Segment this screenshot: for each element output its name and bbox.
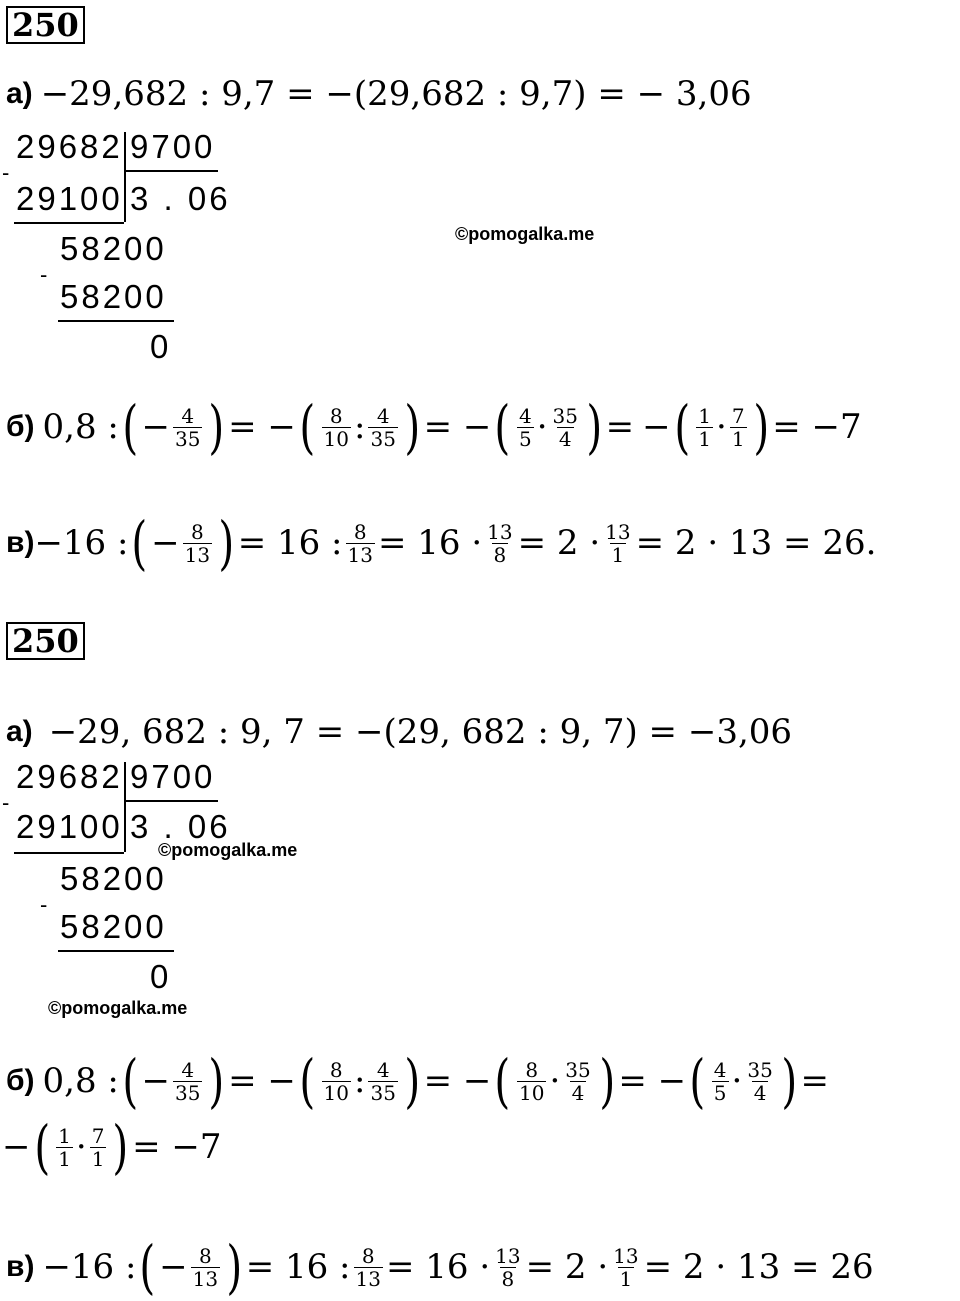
equals: = [800, 1061, 829, 1101]
minus-sign: - [40, 892, 51, 917]
result: = 2 · 13 = 26. [635, 523, 877, 563]
term: = 2 · [517, 523, 601, 563]
part-a-equation [6, 712, 792, 752]
right-paren: ) [218, 509, 235, 577]
part-v-equation [6, 1233, 874, 1301]
dot: · [716, 407, 727, 447]
final-remainder: 0 [150, 958, 172, 995]
part-b-equation-continued [2, 1113, 222, 1181]
term: = 16 : [237, 523, 343, 563]
fraction: $\frac{7}{1}$ [91, 1123, 105, 1171]
term: = 16 · [385, 1247, 491, 1287]
equals-minus: = − [228, 407, 296, 447]
dividend: 29682 [16, 128, 123, 165]
left-paren: ( [299, 1047, 316, 1115]
part-a-label: а) [6, 715, 33, 748]
equals-minus: = − [423, 1061, 492, 1101]
dot: · [75, 1127, 87, 1167]
task-number-badge: 250 [6, 622, 85, 660]
fraction: $\frac{13}{1}$ [605, 519, 631, 567]
dot: · [536, 407, 548, 447]
fraction: $\frac{4}{35}$ [370, 403, 396, 451]
fraction: $\frac{4}{35}$ [370, 1057, 396, 1105]
term: 0,8 : [42, 1061, 119, 1101]
minus-sign: - [2, 160, 13, 185]
colon: : [354, 1061, 366, 1101]
part-a-expression: −29, 682 : 9, 7 = −(29, 682 : 9, 7) = −3,06 [48, 712, 793, 752]
left-paren: ( [33, 1113, 50, 1181]
minus-sign: − [151, 523, 180, 563]
part-v-label: в) [6, 526, 35, 559]
term: = 2 · [525, 1247, 609, 1287]
subtrahend-1: 29100 [16, 180, 123, 217]
left-paren: ( [122, 393, 139, 461]
part-b-equation [6, 1047, 829, 1115]
minus-sign: − [141, 1061, 171, 1101]
right-paren: ) [586, 393, 603, 461]
part-a-expression: −29,682 : 9,7 = −(29,682 : 9,7) = − 3,06 [40, 74, 752, 114]
final-remainder: 0 [150, 328, 172, 365]
equals-minus: = − [228, 1061, 296, 1101]
dot: · [731, 1061, 743, 1101]
fraction: $\frac{8}{13}$ [192, 1243, 219, 1291]
fraction: $\frac{13}{1}$ [613, 1243, 639, 1291]
fraction: $\frac{8}{13}$ [184, 519, 211, 567]
part-b-label: б) [6, 1064, 35, 1097]
left-paren: ( [139, 1233, 156, 1301]
part-v-equation [6, 509, 877, 577]
right-paren: ) [404, 393, 421, 461]
term: = 16 · [377, 523, 483, 563]
remainder-1: 58200 [60, 860, 167, 897]
fraction: $\frac{8}{13}$ [347, 519, 373, 567]
part-b-label: б) [6, 410, 35, 443]
right-paren: ) [208, 393, 225, 461]
result: = 2 · 13 = 26 [643, 1247, 874, 1287]
fraction: $\frac{35}{4}$ [565, 1057, 591, 1105]
fraction: $\frac{1}{1}$ [58, 1123, 71, 1171]
left-paren: ( [494, 1047, 511, 1115]
fraction: $\frac{8}{13}$ [355, 1243, 381, 1291]
right-paren: ) [226, 1233, 243, 1301]
watermark: ©pomogalka.me [455, 224, 595, 244]
quotient: 3 . 06 [130, 180, 231, 217]
minus-sign: − [2, 1127, 31, 1167]
equals-minus: = − [618, 1061, 687, 1101]
remainder-1: 58200 [60, 230, 167, 267]
fraction: $\frac{35}{4}$ [552, 403, 578, 451]
fraction: $\frac{1}{1}$ [698, 403, 712, 451]
right-paren: ) [404, 1047, 421, 1115]
subtrahend-2: 58200 [60, 908, 167, 945]
term: −16 : [34, 523, 129, 563]
term: −16 : [42, 1247, 137, 1287]
term: = 16 : [245, 1247, 351, 1287]
fraction: $\frac{13}{8}$ [487, 519, 513, 567]
left-paren: ( [131, 509, 148, 577]
subtraction-line-1 [14, 222, 124, 224]
minus-sign: - [40, 262, 51, 287]
divisor: 9700 [130, 758, 216, 795]
term: 0,8 : [42, 407, 119, 447]
division-bracket-horizontal [124, 170, 218, 172]
subtrahend-2: 58200 [60, 278, 167, 315]
fraction: $\frac{4}{35}$ [175, 1057, 201, 1105]
right-paren: ) [208, 1047, 225, 1115]
right-paren: ) [781, 1047, 798, 1115]
left-paren: ( [494, 393, 511, 461]
equals: = [605, 407, 635, 447]
fraction: $\frac{35}{4}$ [747, 1057, 773, 1105]
minus-sign: − [159, 1247, 188, 1287]
equals-minus: = − [423, 407, 492, 447]
right-paren: ) [599, 1047, 615, 1115]
part-v-label: в) [6, 1250, 35, 1283]
part-a-label: а) [6, 77, 33, 110]
fraction: $\frac{13}{8}$ [495, 1243, 521, 1291]
division-bracket-horizontal [124, 800, 218, 802]
watermark: ©pomogalka.me [48, 998, 188, 1018]
divisor: 9700 [130, 128, 216, 165]
dot: · [549, 1061, 561, 1101]
subtraction-line-2 [58, 950, 174, 952]
minus-sign: − [642, 407, 671, 447]
fraction: $\frac{8}{10}$ [323, 1057, 349, 1105]
colon: : [354, 407, 366, 447]
quotient: 3 . 06 [130, 808, 231, 845]
fraction: $\frac{4}{35}$ [175, 403, 201, 451]
subtraction-line-1 [14, 852, 124, 854]
left-paren: ( [689, 1047, 706, 1115]
part-a-equation [6, 74, 752, 114]
fraction: $\frac{4}{5}$ [519, 403, 532, 451]
dividend: 29682 [16, 758, 123, 795]
subtraction-line-2 [58, 320, 174, 322]
right-paren: ) [112, 1113, 129, 1181]
part-b-equation [6, 393, 862, 461]
division-bracket-vertical [124, 132, 126, 222]
fraction: $\frac{8}{10}$ [323, 403, 349, 451]
minus-sign: − [141, 407, 171, 447]
division-bracket-vertical [124, 762, 126, 852]
left-paren: ( [122, 1047, 139, 1115]
result: = −7 [132, 1127, 222, 1167]
fraction: $\frac{7}{1}$ [731, 403, 745, 451]
right-paren: ) [752, 393, 769, 461]
result: = −7 [772, 407, 862, 447]
watermark: ©pomogalka.me [158, 840, 298, 860]
fraction: $\frac{4}{5}$ [713, 1057, 727, 1105]
left-paren: ( [299, 393, 316, 461]
left-paren: ( [674, 393, 690, 461]
subtrahend-1: 29100 [16, 808, 123, 845]
fraction: $\frac{8}{10}$ [519, 1057, 545, 1105]
minus-sign: - [2, 790, 13, 815]
task-number-badge: 250 [6, 6, 85, 44]
